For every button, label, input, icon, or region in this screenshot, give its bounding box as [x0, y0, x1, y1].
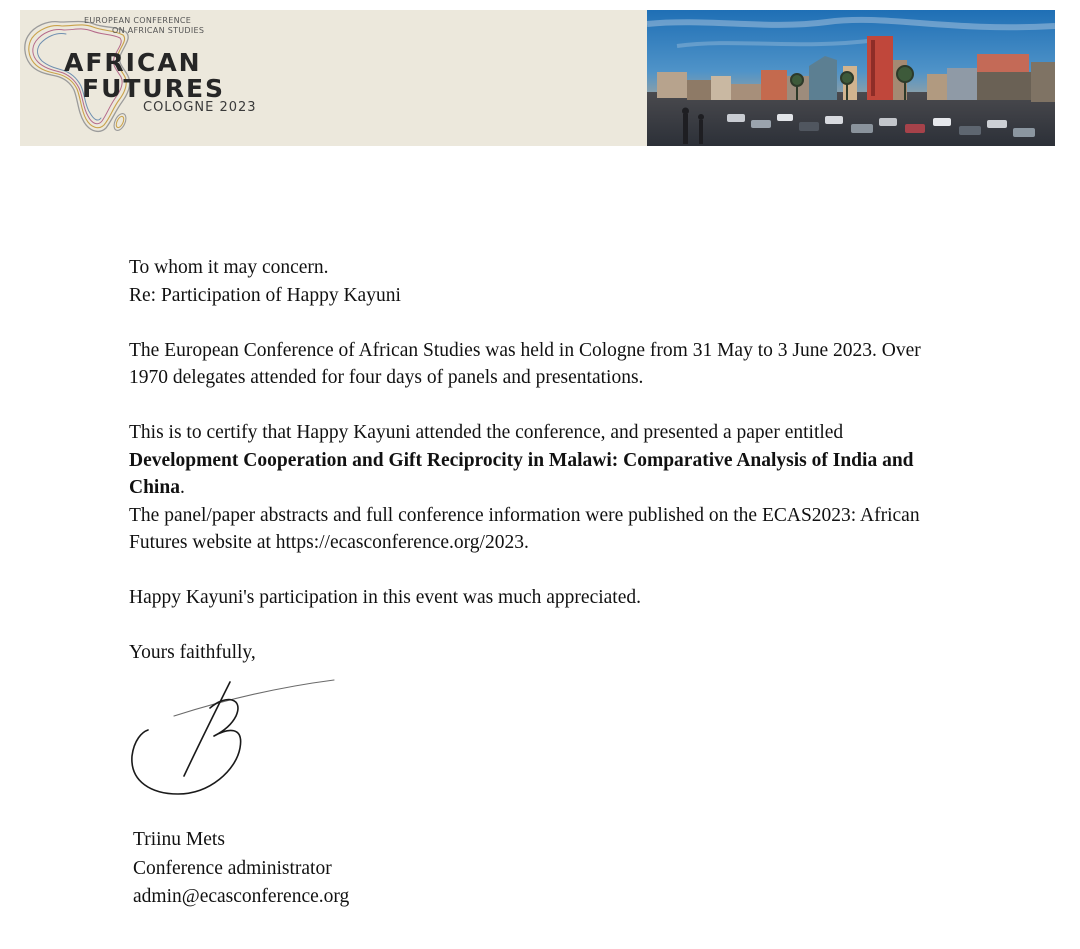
certification-intro: This is to certify that Happy Kayuni attended the conference, and presented a paper entitled	[129, 422, 844, 443]
city-skyline-photo	[647, 10, 1055, 146]
logo-city-year: COLOGNE 2023	[143, 100, 257, 115]
salutation: To whom it may concern.	[129, 257, 329, 278]
paragraph-appreciation: Happy Kayuni's participation in this event was much appreciated.	[129, 587, 641, 608]
letter-body	[129, 254, 959, 667]
signer-role: Conference administrator	[133, 857, 332, 879]
signer-name: Triinu Mets	[133, 829, 225, 850]
paper-title: Development Cooperation and Gift Reciprocity in Malawi: Comparative Analysis of India and China	[129, 449, 914, 498]
conference-org-line-2: ON AFRICAN STUDIES	[112, 26, 205, 35]
conference-banner	[20, 10, 1055, 146]
closing: Yours faithfully,	[129, 642, 256, 663]
signoff-block	[133, 826, 533, 912]
logo-title-futures: FUTURES	[82, 74, 226, 103]
paragraph-website-info: The panel/paper abstracts and full conference information were published on the ECAS2023: African Futures website at https://ecasconference.org/2023.	[129, 504, 920, 553]
paragraph-conference-info: The European Conference of African Studies was held in Cologne from 31 May to 3 June 2023. Over 1970 delegates attended for four days of panels and presentations.	[129, 339, 921, 388]
logo-title-african: AFRICAN	[64, 48, 202, 77]
handwritten-signature	[122, 674, 342, 804]
conference-org-line-1: EUROPEAN CONFERENCE	[84, 16, 192, 25]
conference-logo	[20, 10, 647, 146]
paper-title-period: .	[179, 477, 185, 498]
signer-email: admin@ecasconference.org	[133, 886, 350, 907]
subject-line: Re: Participation of Happy Kayuni	[129, 284, 401, 306]
paragraph-certification	[129, 419, 959, 502]
